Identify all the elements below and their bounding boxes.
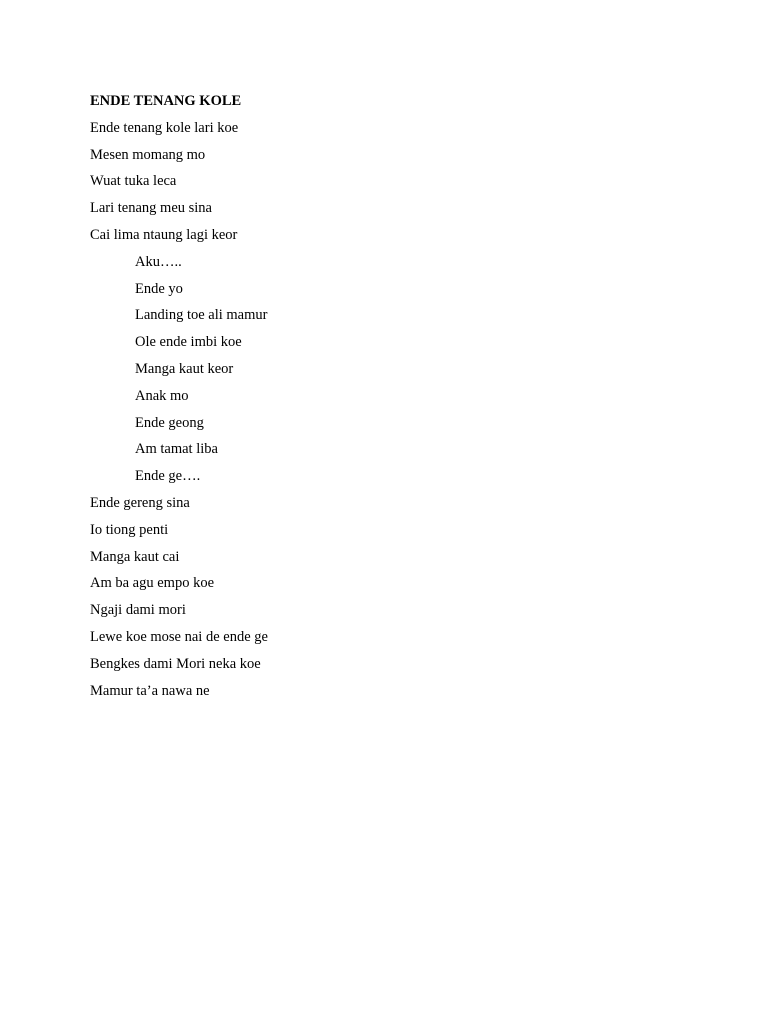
poem bbox=[90, 91, 690, 707]
stanza-2-indented bbox=[90, 252, 690, 493]
poem-line-indented: Manga kaut keor bbox=[135, 360, 234, 377]
poem-line: Io tiong penti bbox=[90, 521, 169, 538]
poem-line-indented: Ende yo bbox=[135, 280, 183, 297]
poem-line: Wuat tuka leca bbox=[90, 173, 177, 190]
poem-line: Lewe koe mose nai de ende ge bbox=[90, 628, 268, 645]
stanza-1 bbox=[90, 118, 690, 252]
stanza-3 bbox=[90, 493, 690, 707]
poem-line: Ende tenang kole lari koe bbox=[90, 119, 239, 136]
poem-line-indented: Anak mo bbox=[135, 387, 189, 404]
poem-line-indented: Landing toe ali mamur bbox=[135, 307, 268, 324]
poem-line: Mesen momang mo bbox=[90, 146, 206, 163]
poem-line-indented: Ende ge…. bbox=[135, 468, 201, 485]
poem-line: Bengkes dami Mori neka koe bbox=[90, 655, 261, 672]
poem-line-indented: Ole ende imbi koe bbox=[135, 334, 242, 351]
poem-line: Manga kaut cai bbox=[90, 548, 180, 565]
poem-line: Lari tenang meu sina bbox=[90, 200, 212, 217]
poem-title: ENDE TENANG KOLE bbox=[90, 93, 242, 109]
poem-line: Ende gereng sina bbox=[90, 494, 190, 511]
poem-line: Am ba agu empo koe bbox=[90, 575, 215, 592]
poem-line-indented: Am tamat liba bbox=[135, 441, 218, 458]
poem-line: Ngaji dami mori bbox=[90, 602, 186, 619]
poem-line-indented: Ende geong bbox=[135, 414, 204, 431]
poem-line-indented: Aku….. bbox=[135, 253, 182, 270]
poem-line: Mamur ta’a nawa ne bbox=[90, 682, 210, 699]
poem-line: Cai lima ntaung lagi keor bbox=[90, 226, 238, 243]
